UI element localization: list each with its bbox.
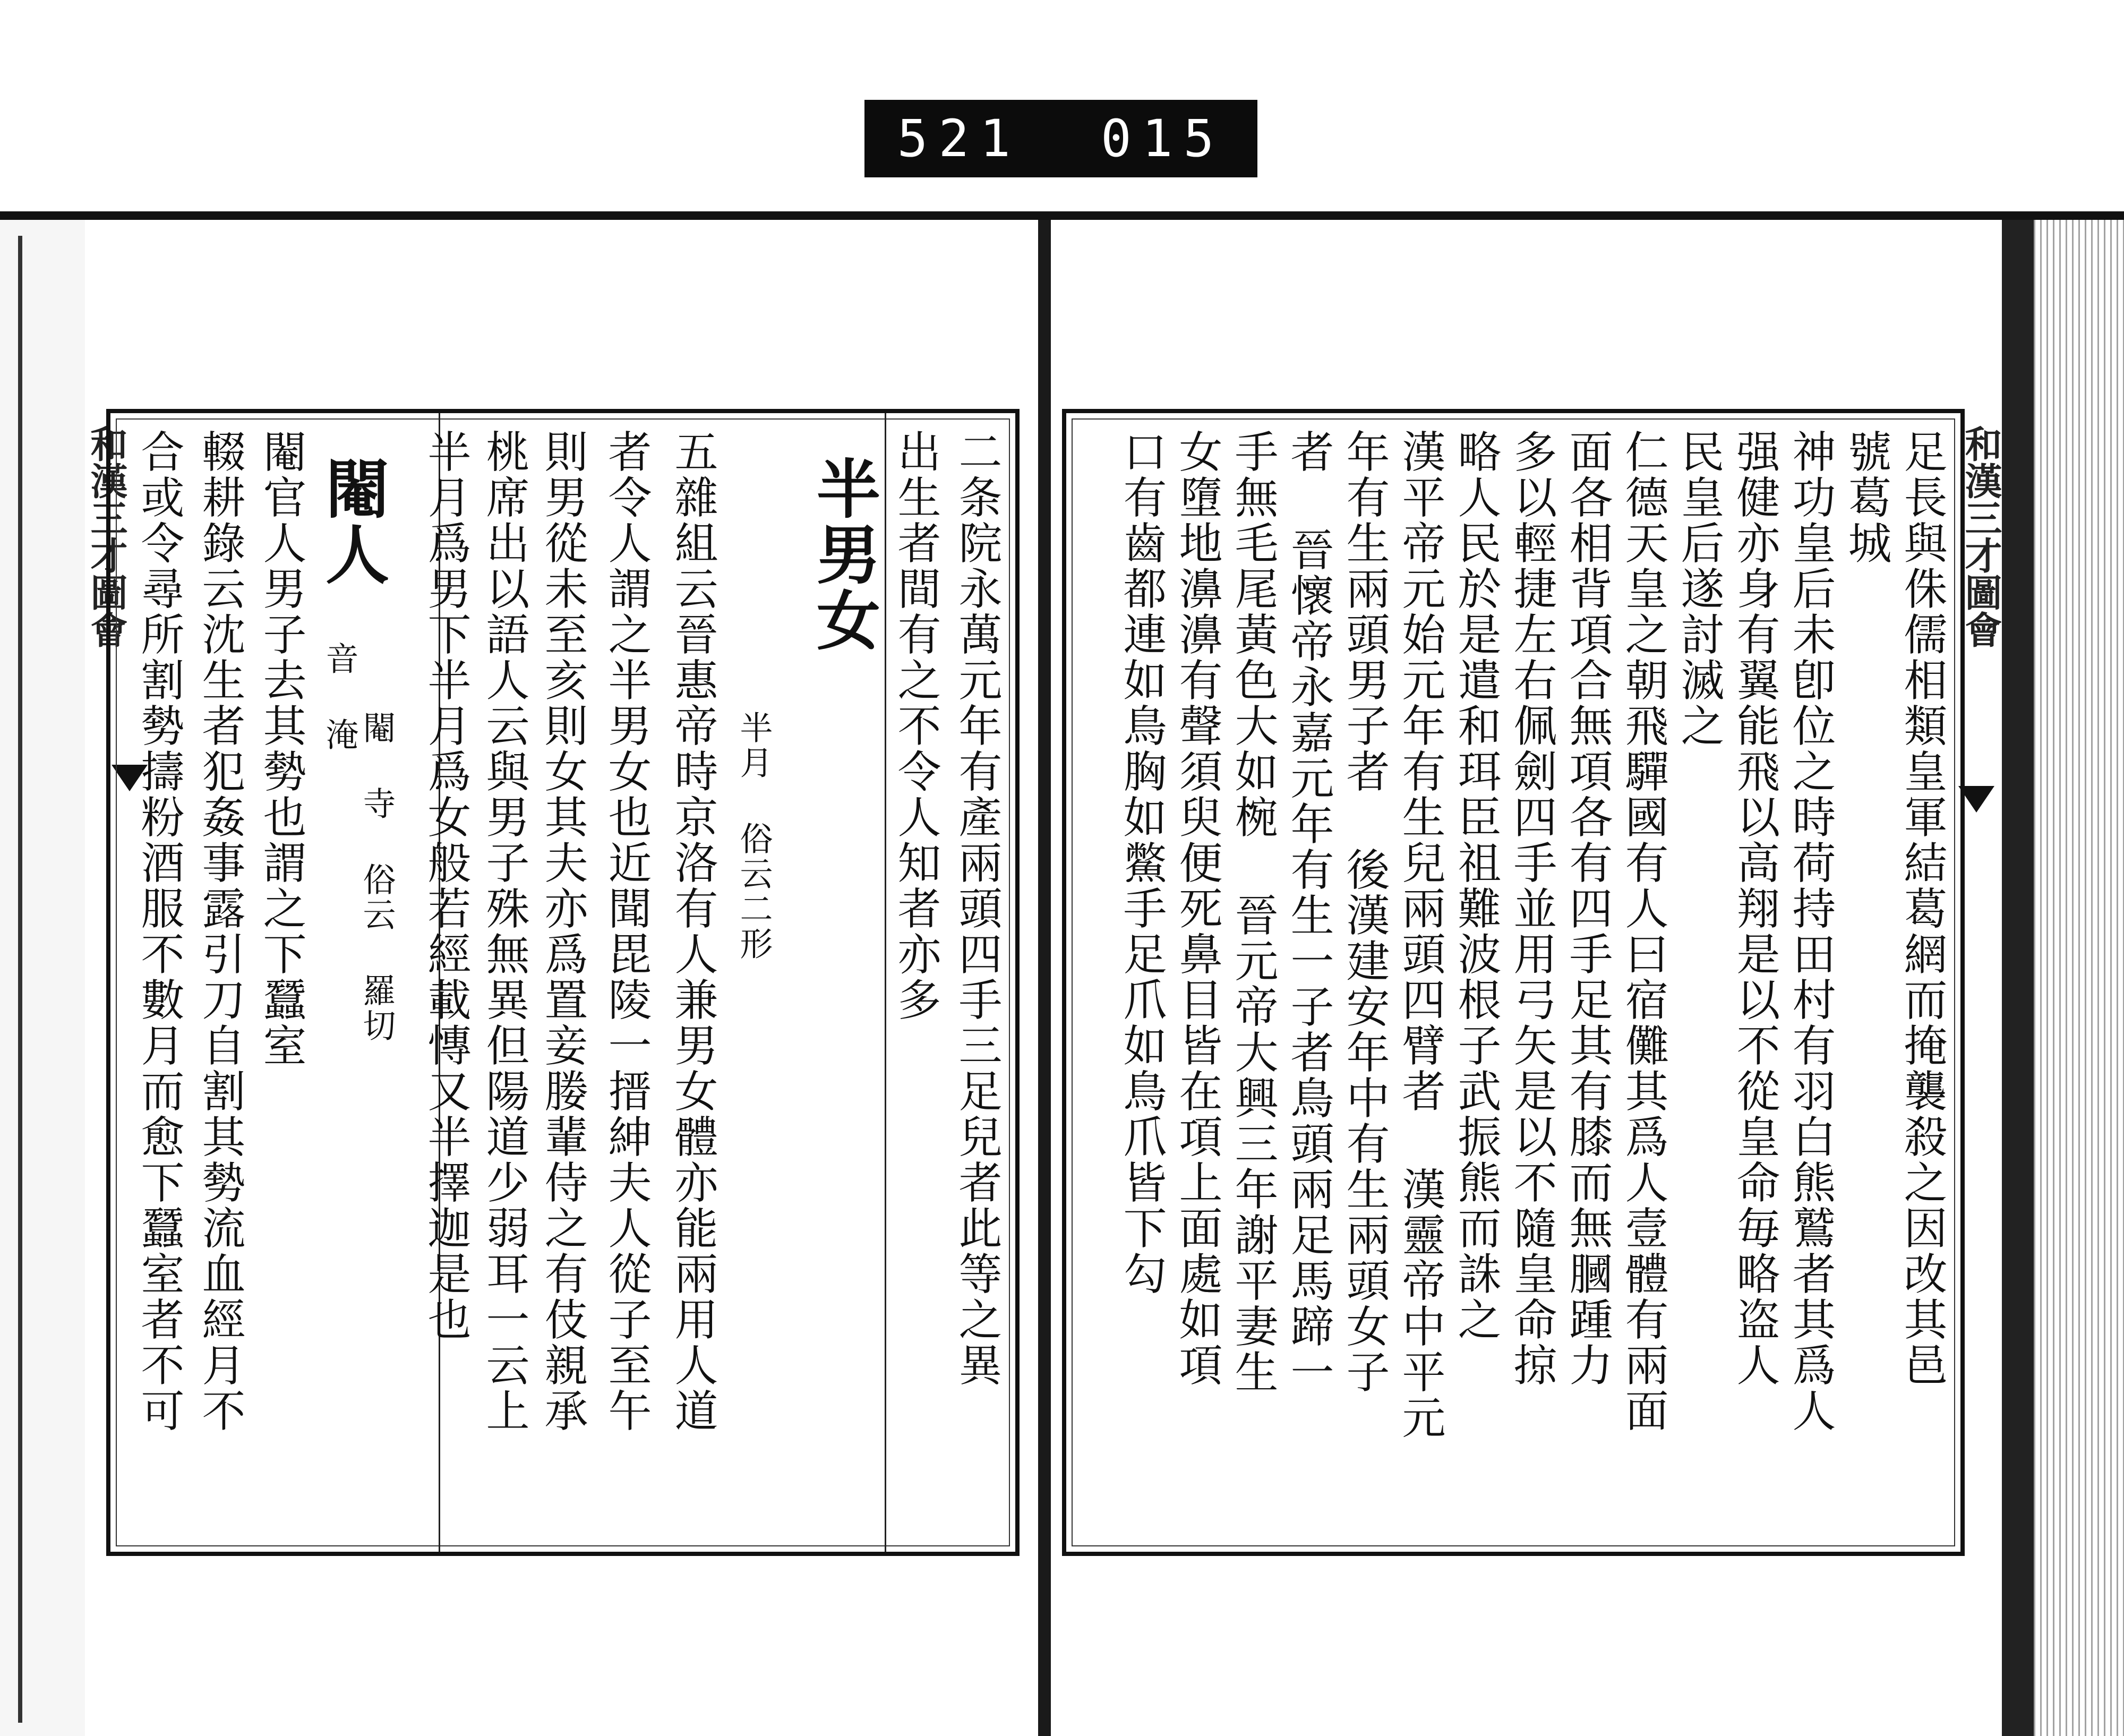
text-column: 合或令尋所割勢擣粉酒服不數月而愈下蠶室者不可 xyxy=(134,429,184,1434)
text-column: 略人民於是遣和珥臣祖難波根子武振熊而誅之 xyxy=(1451,429,1501,1342)
top-edge-line xyxy=(0,211,2124,220)
text-column: 仁德天皇之朝飛驒國有人曰宿儺其爲人壹體有兩面 xyxy=(1618,429,1668,1434)
section-marker-icon xyxy=(1958,786,1994,813)
left-page-edge xyxy=(0,220,87,1736)
text-column: 桃席出以語人云與男子殊無異但陽道少弱耳一云上 xyxy=(479,429,529,1434)
text-column: 閹官人男子去其勢也謂之下蠶室 xyxy=(256,429,306,1068)
left-text-frame xyxy=(106,409,1020,1556)
text-column: 手無毛尾黃色大如椀 晉元帝大興三年謝平妻生 xyxy=(1228,429,1278,1395)
right-text-frame xyxy=(1062,409,1965,1556)
text-column: 出生者間有之不令人知者亦多 xyxy=(890,429,941,1023)
text-column: 二条院永萬元年有產兩頭四手三足兒者此等之異 xyxy=(952,429,1002,1388)
reference-number-label xyxy=(864,100,1257,177)
text-column: 輟耕錄云沈生者犯姦事露引刀自割其勢流血經月不 xyxy=(195,429,245,1434)
text-column: 多以輕捷左右佩劍四手並用弓矢是以不隨皇命掠 xyxy=(1506,429,1557,1388)
text-column: 年有生兩頭男子者 後漢建安年中有生兩頭女子 xyxy=(1339,429,1390,1395)
text-column: 號葛城 xyxy=(1841,429,1891,566)
entry-heading: 半男女 xyxy=(806,456,881,653)
text-column: 口有齒都連如鳥胸如鱉手足爪如鳥爪皆下勾 xyxy=(1116,429,1167,1297)
binding-line xyxy=(18,236,22,1723)
right-page-header: 和漢三才圖會 xyxy=(1959,425,2003,648)
reference-number-right: 015 xyxy=(1101,109,1225,168)
reading-note: 音 淹 xyxy=(320,642,359,752)
text-column: 漢平帝元始元年有生兒兩頭四臂者 漢靈帝中平元 xyxy=(1395,429,1445,1441)
reading-note: 半月 俗云二形 xyxy=(734,711,773,962)
text-column: 足長與侏儒相類皇軍結葛網而掩襲殺之因改其邑 xyxy=(1897,429,1947,1388)
left-page-header: 和漢三才圖會 xyxy=(84,425,129,648)
reference-number-left: 521 xyxy=(897,109,1021,168)
entry-heading: 閹人 xyxy=(315,456,390,587)
text-column: 則男從未至亥則女其夫亦爲置妾媵輩侍之有伎親承 xyxy=(537,429,588,1434)
text-column: 面各相背項合無項各有四手足其有膝而無膕踵力 xyxy=(1562,429,1613,1388)
text-column: 民皇后遂討滅之 xyxy=(1674,429,1724,749)
text-column: 五雜組云晉惠帝時京洛有人兼男女體亦能兩用人道 xyxy=(667,429,718,1434)
right-page-edge xyxy=(2002,220,2124,1736)
book-spine xyxy=(1038,220,1051,1736)
text-column: 者 晉懷帝永嘉元年有生一子者鳥頭兩足馬蹄一 xyxy=(1283,429,1334,1395)
section-divider xyxy=(885,413,886,1552)
text-column: 者令人謂之半男女也近聞毘陵一搢紳夫人從子至午 xyxy=(601,429,652,1434)
text-column: 女墮地濞濞有聲須臾便死鼻目皆在項上面處如項 xyxy=(1172,429,1222,1388)
text-column: 强健亦身有翼能飛以高翔是以不從皇命毎略盗人 xyxy=(1729,429,1780,1388)
reading-note: 閹 寺 俗云 羅切 xyxy=(357,711,396,1044)
text-column: 神功皇后未卽位之時荷持田村有羽白熊鷲者其爲人 xyxy=(1785,429,1836,1434)
text-column: 半月爲男下半月爲女般若經載慱又半擇迦是也 xyxy=(421,429,471,1342)
